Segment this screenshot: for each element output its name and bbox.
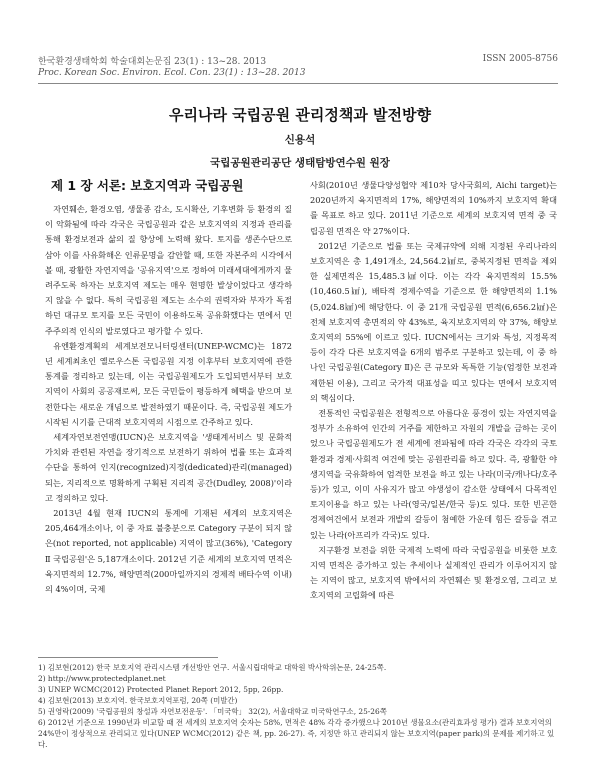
footnote: 6) 2012년 기준으로 1990년과 비교할 때 전 세계의 보호지역 숫자는 58%, 면적은 48% 각각 증가했으나 2010년 생물요소(관리효과성 평가) 결과 보호지역의 24%만이 정상적으로 관리되고 있다(UNEP WCMC(2012) 같은 책, pp. 26-27). 즉, 지정만 하고 관리되지 않는 보호지역(paper park)의 문제를 제기하고 있다. (38, 718, 555, 749)
body-paragraph: 2012년 기준으로 법률 또는 국제규약에 의해 지정된 우리나라의 보호지역은 총 1,491개소, 24,564.2㎢로, 중복지정된 면적을 제외한 실제면적은 15,485.3㎢이다. 이는 각각 육지면적의 15.5%(10,460.5㎢), 배타적 경제수역을 기준으로 한 해양면적의 1.1%(5,024.8㎢)에 해당한다. 이 중 21개 국립공원 면적(6,656.2㎢)은 전체 보호지역 총면적의 약 43%로, 육지보호지역의 약 37%, 해양보호지역의 55%에 이르고 있다. IUCN에서는 크기와 특성, 지정목적 등이 각각 다른 보호지역을 6개의 범주로 구분하고 있는데, 이 중 하나인 국립공원(Category Ⅱ)은 큰 규모와 독특한 기능(엄정한 보전과 제한된 이용), 그리고 국가적 대표성을 띠고 있다는 면에서 보호지역의 핵심이다. (310, 240, 557, 403)
body-paragraph: 전통적인 국립공원은 전형적으로 아름다운 풍경이 있는 자연지역을 정부가 소유하여 인간의 거주를 제한하고 자원의 개발을 금하는 곳이었으나 국립공원제도가 전 세계에 전파됨에 따라 각국은 각각의 국토환경과 경제·사회적 여건에 맞는 공원관리를 하고 있다. 즉, 광활한 야생지역을 국유화하여 엄격한 보전을 하고 있는 나라(미국/캐나다/호주 등)가 있고, 이미 사유지가 많고 야생성이 감소한 상태에서 다목적인 토지이용을 하고 있는 나라(영국/일본/한국 등)도 있다. 또한 빈곤한 경제여건에서 보전과 개발의 갈등이 첨예한 가운데 힘든 갈등을 겪고 있는 나라(아프리카 각국)도 있다. (310, 408, 557, 540)
footnote-divider (38, 657, 218, 658)
footnotes (38, 662, 558, 750)
section-heading: 제 1 장 서론: 보호지역과 국립공원 (51, 178, 244, 193)
right-column (310, 178, 557, 604)
footnote: 3) UNEP WCMC(2012) Protected Planet Report 2012, 5pp, 26pp. (38, 685, 284, 694)
header-divider (38, 83, 558, 84)
body-paragraph: 2013년 4월 현재 IUCN의 통계에 기재된 세계의 보호지역은 205,464개소이나, 이 중 자료 불충분으로 Category 구분이 되지 않은(not reported, not applicable) 지역이 많고(36%), 'Category Ⅱ 국립공원'은 5,187개소이다. 2012년 기준 세계의 보호지역 면적은 육지면적의 12.7%, 해양면적(200마일까지의 경제적 배타수역 이내)의 4%이며, 국제 (45, 508, 292, 595)
footnote: 5) 권영락(2009) '국립공원의 창설과 자연보전운동'. 「미국학」 32(2), 서울대학교 미국학연구소, 25-26쪽 (38, 707, 387, 716)
body-paragraph: 자연훼손, 환경오염, 생물종 감소, 도시확산, 기후변화 등 환경의 질이 악화됨에 따라 각국은 국립공원과 같은 보호지역의 지정과 관리를 통해 환경보전과 삶의 질 향상에 노력해 왔다. 토지를 생존수단으로 삼아 이를 사유화해온 인류문명을 감안할 때, 또한 자본주의 시각에서 볼 때, 광활한 자연지역을 '공유지역'으로 정하여 미래세대에게까지 물려주도록 하자는 보호지역 제도는 매우 현명한 발상이었다고 생각하지 않을 수 없다. 특히 국립공원 제도는 소수의 권력자와 부자가 독점하던 대규모 토지를 모든 국민이 이용하도록 공유화했다는 면에서 민주주의적 인식의 발로였다고 평가할 수 있다. (45, 204, 292, 336)
footnote: 1) 김보현(2012) 한국 보호지역 관리시스템 개선방안 연구. 서울시립대학교 대학원 박사학위논문, 24-25쪽. (38, 663, 387, 672)
body-paragraph: 지구환경 보전을 위한 국제적 노력에 따라 국립공원을 비롯한 보호지역 면적은 증가하고 있는 추세이나 실제적인 관리가 이루어지지 않는 지역이 많고, 보호지역 밖에서의 자연훼손 및 환경오염, 그리고 보호지역의 고립화에 따른 (310, 544, 557, 601)
body-paragraph: 유엔환경계획의 세계보전모니터링센터(UNEP-WCMC)는 1872년 세계최초인 옐로우스톤 국립공원 지정 이후부터 보호지역에 관한 통계를 정리하고 있는데, 이는 국립공원제도가 도입되면서부터 보호지역이 사회의 공공재로써, 모든 국민들이 평등하게 혜택을 받으며 보전한다는 새로운 개념으로 발전하였기 때문이다. 즉, 국립공원 제도가 시작된 시기를 근대적 보호지역의 시점으로 간주하고 있다. (45, 340, 292, 427)
issn: ISSN 2005-8756 (482, 54, 558, 64)
paper-title: 우리나라 국립공원 관리정책과 발전방향 (169, 106, 431, 124)
body-paragraph: 사회(2010년 생물다양성협약 제10차 당사국회의, Aichi target)는 2020년까지 육지면적의 17%, 해양면적의 10%까지 보호지역 확대를 목표로 하고 있다. 2011년 기준으로 세계의 보호지역 면적 중 국립공원 면적은 약 27%이다. (310, 180, 557, 236)
body-paragraph: 세계자연보전연맹(IUCN)은 보호지역을 '생태계서비스 및 문화적 가치와 관련된 자연을 장기적으로 보전하기 위하여 법률 또는 효과적 수단을 통하여 인지(recognized)지정(dedicated)관리(managed)되는, 지리적으로 명확하게 구획된 지리적 공간(Dudley, 2008)'이라고 정의하고 있다. (45, 432, 292, 503)
footnote: 2) http://www.protectedplanet.net (38, 674, 166, 683)
author-affiliation: 국립공원관리공단 생태탐방연수원 원장 (210, 157, 390, 169)
journal-citation-korean: 한국환경생태학회 학술대회논문집 23(1) : 13~28. 2013 (38, 57, 267, 67)
author-name: 신용석 (284, 134, 316, 146)
left-column (45, 178, 292, 597)
footnote: 4) 김보현(2013) 보호지역. 한국보호지역포럼, 20쪽 (미발간) (38, 696, 238, 705)
journal-citation-english: Proc. Korean Soc. Environ. Ecol. Con. 23(1) : 13~28. 2013 (38, 68, 306, 78)
